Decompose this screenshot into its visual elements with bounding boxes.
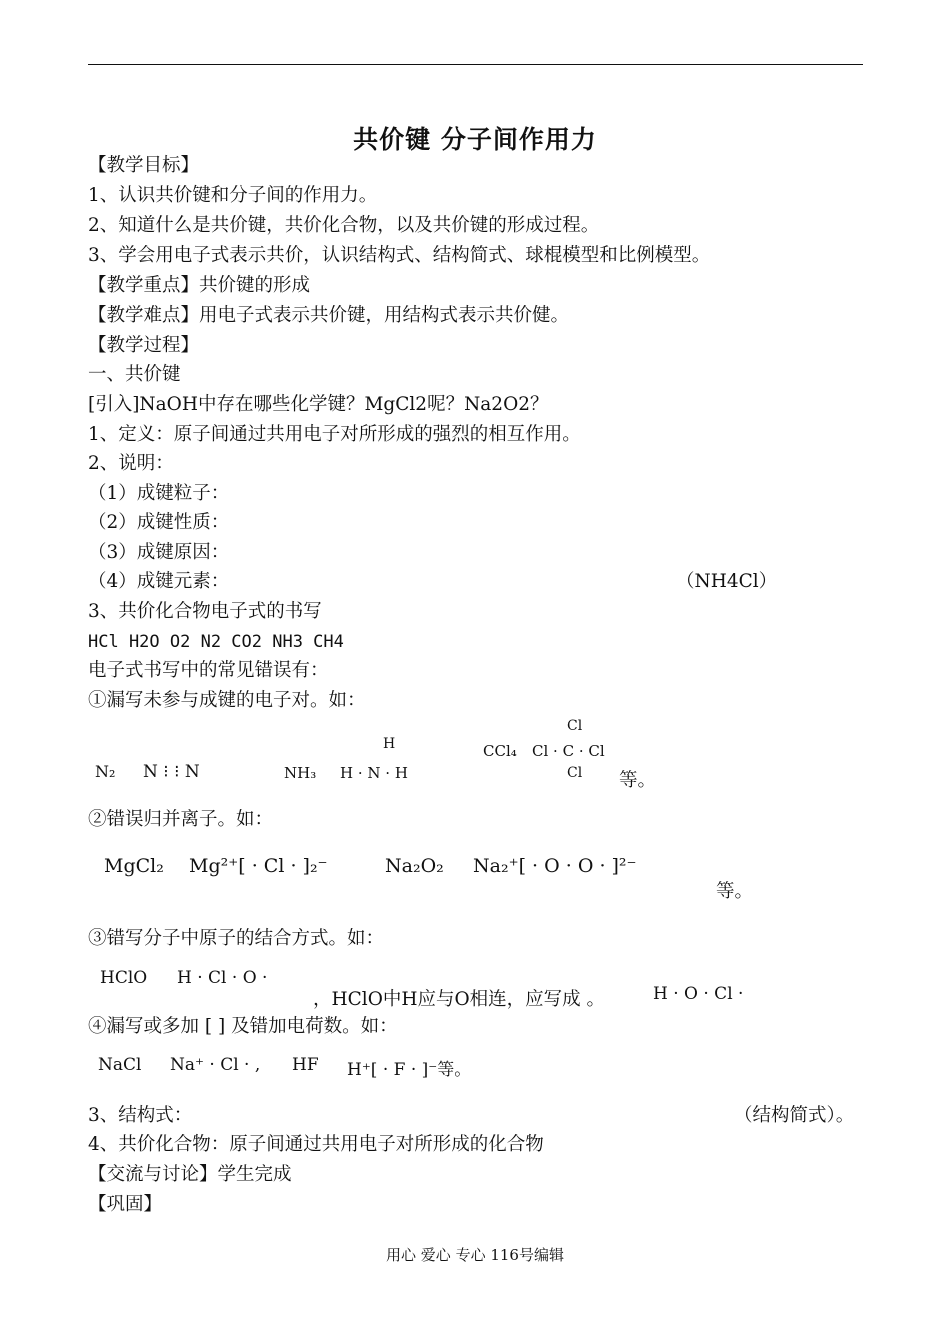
text-line: ①漏写未参与成键的电子对。如： [88, 690, 366, 711]
deng-note: 等。 [716, 881, 754, 902]
electron-formula-na2o2: Na₂⁺[ · O · O · ]²⁻ [473, 855, 637, 877]
deng-note: 等。 [619, 770, 657, 791]
electron-formula-nh3: H · N · H [340, 764, 408, 782]
electron-formula-nacl: Na⁺ · Cl · , [170, 1055, 261, 1075]
formula-hclo: HClO [100, 968, 148, 988]
page-title: 共价键 分子间作用力 [353, 125, 597, 154]
text-line: 【教学目标】 [88, 155, 200, 176]
text-line: ④漏写或多加 [ ] 及错加电荷数。如： [88, 1016, 398, 1037]
text-line: （1）成键粒子： [88, 483, 230, 504]
electron-formula-n2: N ⁝ ⁝ N [143, 762, 200, 782]
struct-simple-note: （结构简式）。 [734, 1105, 855, 1126]
text-line: 3、共价化合物电子式的书写 [88, 601, 322, 622]
electron-formula-mgcl2: Mg²⁺[ · Cl · ]₂⁻ [189, 855, 328, 877]
formula-list: HCl H2O O2 N2 CO2 NH3 CH4 [88, 632, 344, 652]
nh4cl-note: （NH4Cl） [676, 571, 778, 592]
electron-formula-hocl: H · O · Cl · [653, 984, 744, 1004]
electron-formula-hclo: H · Cl · O · [177, 968, 268, 988]
formula-n2: N₂ [95, 762, 116, 781]
text-line: （3）成键原因： [88, 542, 230, 563]
text-line: 1、定义：原子间通过共用电子对所形成的强烈的相互作用。 [88, 424, 581, 445]
text-line: 【教学过程】 [88, 335, 200, 356]
formula-nh3: NH₃ [284, 764, 317, 782]
text-line: （2）成键性质： [88, 512, 230, 533]
text-line: 一、共价键 [88, 364, 181, 385]
electron-formula-nh3-top: H [383, 736, 396, 752]
text-line: [引入]NaOH中存在哪些化学键？MgCl2呢？Na2O2？ [88, 394, 549, 415]
formula-mgcl2: MgCl₂ [104, 855, 164, 877]
electron-formula-hf: H⁺[ · F · ]⁻等。 [347, 1060, 472, 1080]
text-line: 电子式书写中的常见错误有： [88, 660, 329, 681]
text-line: 4、共价化合物：原子间通过共用电子对所形成的化合物 [88, 1134, 544, 1155]
electron-formula-ccl4: Cl · C · Cl [532, 742, 605, 760]
text-line: ③错写分子中原子的结合方式。如： [88, 928, 385, 949]
formula-na2o2: Na₂O₂ [385, 855, 444, 877]
text-line: 2、知道什么是共价键，共价化合物，以及共价键的形成过程。 [88, 215, 600, 236]
text-line: 【教学重点】共价键的形成 [88, 275, 311, 296]
text-line: 1、认识共价键和分子间的作用力。 [88, 185, 378, 206]
text-line: 2、说明： [88, 453, 174, 474]
text-line: 3、结构式： [88, 1105, 193, 1126]
hclo-note: ，HClO中H应与O相连，应写成 。 [313, 989, 606, 1010]
formula-hf: HF [292, 1055, 319, 1075]
formula-ccl4: CCl₄ [483, 742, 517, 760]
text-line: （4）成键元素： [88, 571, 230, 592]
top-rule [88, 64, 863, 65]
text-line: 【交流与讨论】学生完成 [88, 1164, 292, 1185]
text-line: 3、学会用电子式表示共价，认识结构式、结构简式、球棍模型和比例模型。 [88, 245, 711, 266]
electron-formula-ccl4-top: Cl [567, 718, 583, 734]
page-footer: 用心 爱心 专心 116号编辑 [386, 1246, 564, 1264]
electron-formula-ccl4-bottom: Cl [567, 765, 583, 781]
formula-nacl: NaCl [98, 1055, 142, 1075]
text-line: ②错误归并离子。如： [88, 809, 274, 830]
text-line: 【巩固】 [88, 1194, 163, 1215]
text-line: 【教学难点】用电子式表示共价键，用结构式表示共价健。 [88, 305, 570, 326]
